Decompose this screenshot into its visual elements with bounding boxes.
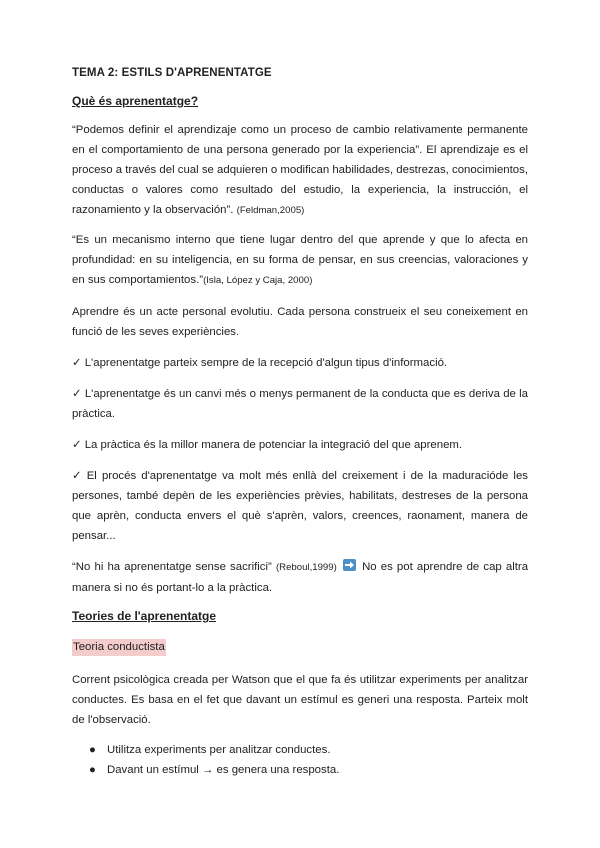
quote-reboul-after: No es pot aprendre de cap altra manera si no és portant-lo a la pràctica. [72,561,529,594]
quote-isla-text: “Es un mecanismo interno que tiene lugar dentro del que aprende y que lo afecta en profundidad: en su inteligencia, en su forma de pensar, en sus creencias, valoraciones y en sus comportamientos.” [72,234,528,286]
list-item [89,760,528,780]
quote-reboul-text: “No hi ha aprenentatge sense sacrifici” [72,561,272,573]
bullet-icon: ● [89,764,96,776]
document-title: TEMA 2: ESTILS D'APRENENTATGE [72,67,272,79]
conductista-paragraph: Corrent psicològica creada per Watson que el que fa és utilitzar experiments per analitzar conductes. Es basa en el fet que davant un estímul es generi una resposta. Parteix molt de l'observació. [72,674,528,726]
citation-reboul: (Reboul,1999) [275,562,337,573]
check-item-text: L'aprenentatge és un canvi més o menys permanent de la conducta que es deriva de la pràctica. [72,388,528,420]
citation-isla: (Isla, López y Caja, 2000) [203,275,313,286]
right-arrow-icon [343,559,356,571]
quote-reboul [72,557,528,598]
quote-feldman [72,120,528,221]
bullet-icon: ● [89,744,96,756]
citation-feldman: (Feldman,2005) [236,205,305,216]
check-icon: ✓ [72,388,82,400]
check-icon: ✓ [72,470,82,482]
section-heading-theories: Teories de l'aprenentatge [72,609,217,623]
intro-paragraph: Aprendre és un acte personal evolutiu. Cada persona construeix el seu coneixement en funció de les seves experiències. [72,306,528,338]
check-icon: ✓ [72,439,82,451]
check-item-text: El procés d'aprenentatge va molt més enllà del creixement i de la maduracióde les persones, també depèn de les experiències prèvies, habilitats, destreses de la persona que aprèn, conducta envers el què s'aprèn, valors, creences, raonament, manera de pensar... [72,470,528,542]
section-heading-what-is-learning: Què és aprenentatge? [72,94,199,108]
list-item [89,740,528,760]
bullet-list [72,740,528,780]
subsection-heading-conductista [72,639,528,656]
check-item-text: La pràctica és la millor manera de potenciar la integració del que aprenem. [84,439,463,451]
check-icon: ✓ [72,357,82,369]
quote-feldman-text: “Podemos definir el aprendizaje como un proceso de cambio relativamente permanente en el comportamiento de una persona generado por la experiencia”. El aprendizaje es el proceso a través del cual se adquieren o modifican habilidades, destrezas, conocimientos, conductas o valores como resultado del estudio, la experiencia, la instrucción, el razonamiento y la observación”. [72,124,528,216]
check-item [72,384,528,424]
check-item [72,353,528,373]
list-item-text: Davant un estímul → es genera una resposta. [107,764,340,776]
highlighted-subheading: Teoria conductista [72,639,166,656]
check-item [72,466,528,546]
check-item [72,435,528,455]
quote-isla [72,230,528,291]
list-item-text: Utilitza experiments per analitzar conductes. [107,744,331,756]
check-item-text: L'aprenentatge parteix sempre de la recepció d'algun tipus d'informació. [84,357,448,369]
